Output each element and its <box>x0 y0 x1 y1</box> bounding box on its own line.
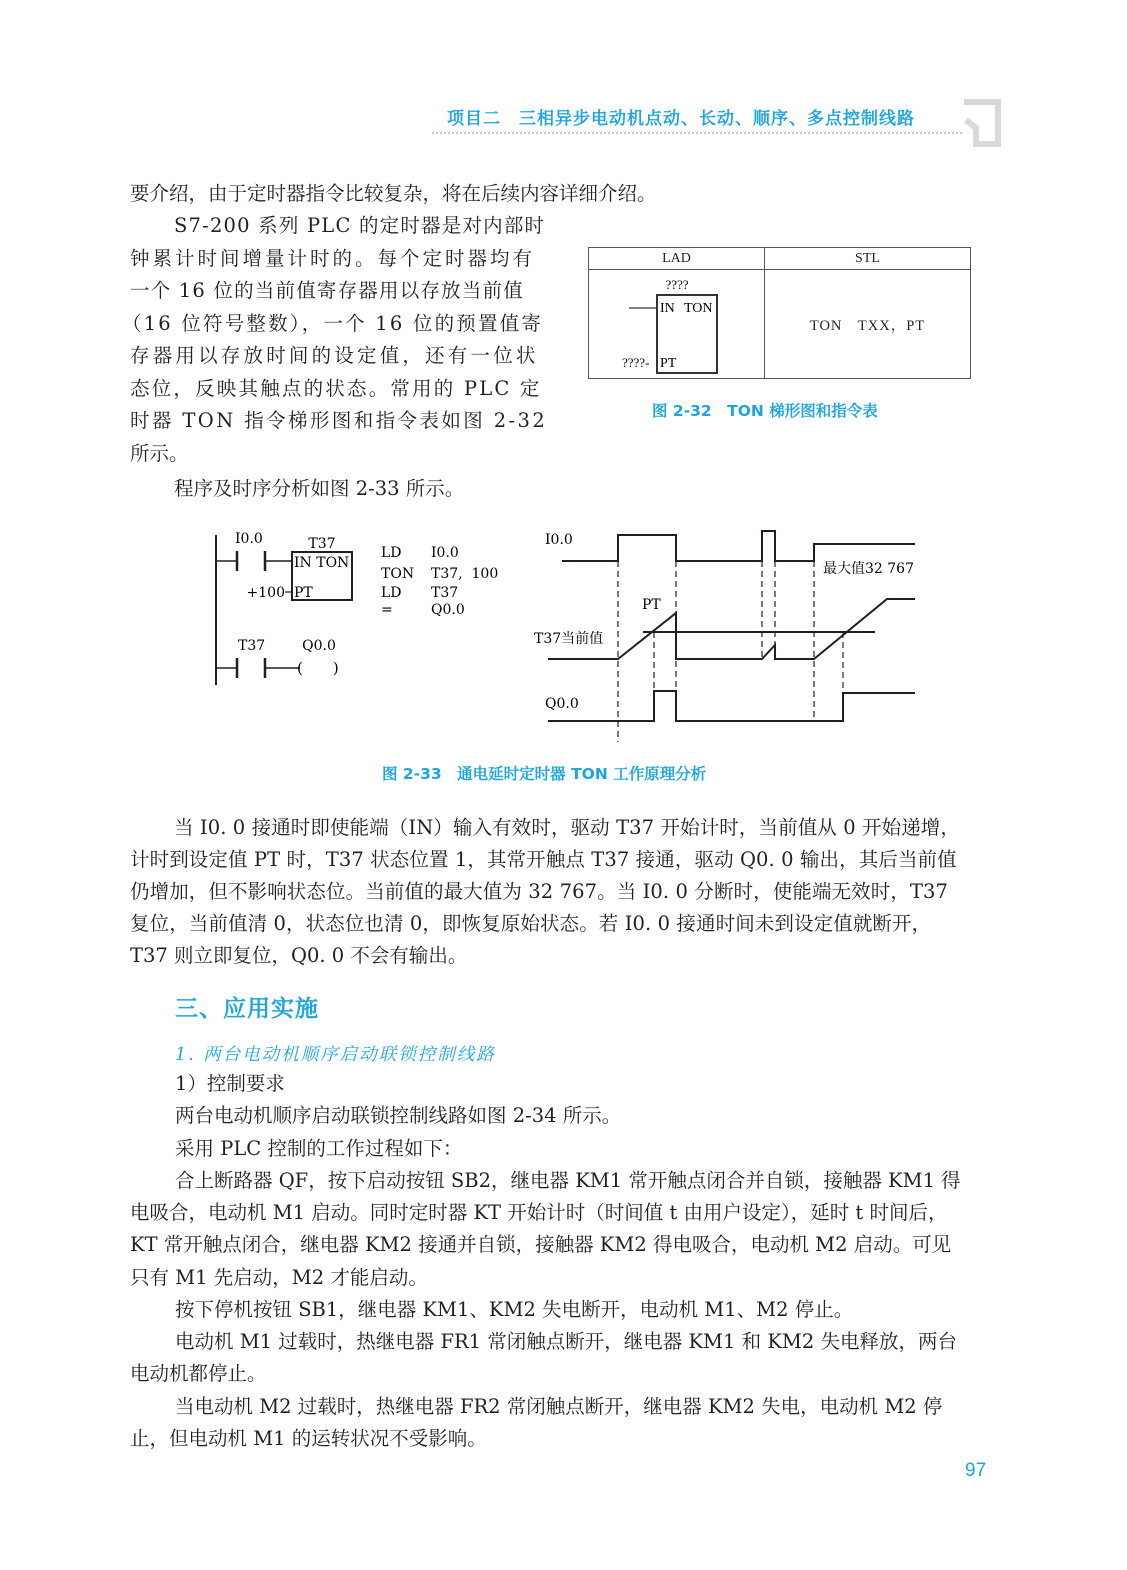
stl-op: LD <box>381 585 402 601</box>
body-line: 只有 M1 先启动，M2 才能启动。 <box>130 1266 428 1289</box>
explanation-line: 计时到设定值 PT 时，T37 状态位置 1，其常开触点 T37 接通，驱动 Q0. 0 输出，其后当前值 <box>130 848 957 871</box>
intro-line: 一个 16 位的当前值寄存器用以存放当前值 <box>130 279 524 302</box>
pt-label: PT <box>642 597 661 613</box>
timer-in-ton: IN TON <box>294 555 350 571</box>
item-heading: 1）控制要求 <box>175 1072 285 1095</box>
t37-signal-label: T37当前值 <box>534 631 604 647</box>
section-paragraph: 两台电动机顺序启动联锁控制线路如图 2-34 所示。 <box>175 1104 622 1127</box>
body-line: 电动机 M1 过载时，热继电器 FR1 常闭触点断开，继电器 KM1 和 KM2 失电释放，两台 <box>175 1330 957 1353</box>
section-heading: 三、应用实施 <box>175 996 319 1022</box>
i00-signal-label: I0.0 <box>545 532 573 548</box>
body-line: KT 常开触点闭合，继电器 KM2 接通并自锁，接触器 KM2 得电吸合，电动机 M2 启动。可见 <box>130 1233 952 1256</box>
in-label: IN <box>660 301 675 316</box>
lad-cell <box>589 270 765 379</box>
pt-value: ????- <box>622 355 650 370</box>
intro-line: S7-200 系列 PLC 的定时器是对内部时 <box>174 214 546 237</box>
page-number: 97 <box>965 1460 987 1481</box>
intro-line: （16 位符号整数），一个 16 位的预置值寄 <box>122 312 544 335</box>
q00-signal-label: Q0.0 <box>545 696 579 712</box>
explanation-line: 仍增加，但不影响状态位。当前值的最大值为 32 767。当 I0. 0 分断时，使能端无效时，T37 <box>130 880 949 903</box>
explanation-line: T37 则立即复位，Q0. 0 不会有输出。 <box>130 944 468 967</box>
i00-waveform <box>562 531 915 561</box>
body-line: 电动机都停止。 <box>130 1362 267 1385</box>
q00-waveform <box>548 691 915 721</box>
header-dotted-rule <box>432 132 962 134</box>
contact-i00-label: I0.0 <box>235 531 263 547</box>
column-header-lad: LAD <box>589 248 765 270</box>
dashed-guides <box>618 561 843 742</box>
max-value-label: 最大值32 767 <box>823 561 914 577</box>
intro-line: 钟累计时间增量计时的。每个定时器均有 <box>130 247 536 270</box>
intro-line: 所示。 <box>130 442 189 465</box>
explanation-line: 复位，当前值清 0，状态位也清 0，即恢复原始状态。若 I0. 0 接通时间未到设定值就断开， <box>130 912 932 935</box>
timer-label: ???? <box>665 277 689 292</box>
coil-q00: ( ) <box>297 659 339 677</box>
figure-2-33-caption: 图 2-33 通电延时定时器 TON 工作原理分析 <box>382 765 707 783</box>
stl-arg: I0.0 <box>431 545 459 561</box>
stl-op: TON <box>381 566 415 582</box>
t37-current-waveform <box>548 599 915 659</box>
stl-arg: Q0.0 <box>431 602 465 618</box>
section-paragraph: 采用 PLC 控制的工作过程如下： <box>175 1137 463 1160</box>
subsection-heading: 1. 两台电动机顺序启动联锁控制线路 <box>175 1045 496 1065</box>
body-line: 电吸合，电动机 M1 启动。同时定时器 KT 开始计时（时间值 t 由用户设定），延时 t 时间后， <box>130 1201 948 1224</box>
stl-op: = <box>381 602 393 618</box>
figure-2-33-timing <box>530 520 930 750</box>
figure-2-33-ladder <box>205 525 515 690</box>
stl-op: LD <box>381 545 402 561</box>
body-line: 止，但电动机 M1 的运转状况不受影响。 <box>130 1427 487 1450</box>
stl-arg: T37 <box>431 585 459 601</box>
program-reference-line: 程序及时序分析如图 2-33 所示。 <box>174 477 465 500</box>
coil-q00-label: Q0.0 <box>302 638 336 654</box>
column-header-stl: STL <box>765 248 971 270</box>
body-line: 当电动机 M2 过载时，热继电器 FR2 常闭触点断开，继电器 KM2 失电，电动机 M2 停 <box>175 1395 943 1418</box>
running-header: 项目二 三相异步电动机点动、长动、顺序、多点控制线路 <box>447 109 915 129</box>
explanation-line: 当 I0. 0 接通时即使能端（IN）输入有效时，驱动 T37 开始计时，当前值从 0 开始递增， <box>174 816 960 839</box>
stl-arg: T37, 100 <box>431 566 499 582</box>
figure-2-32-caption: 图 2-32 TON 梯形图和指令表 <box>652 402 878 420</box>
body-line: 合上断路器 QF，按下启动按钮 SB2，继电器 KM1 常开触点闭合并自锁，接触器 KM1 得 <box>175 1169 961 1192</box>
contact-t37-label: T37 <box>238 638 266 654</box>
timer-t37-label: T37 <box>308 536 336 552</box>
pt-label: PT <box>660 356 677 371</box>
intro-line: 态位，反映其触点的状态。常用的 PLC 定 <box>130 377 542 400</box>
preset-value: +100 <box>246 585 285 601</box>
timer-pt: PT <box>294 585 313 601</box>
body-line: 按下停机按钮 SB1，继电器 KM1、KM2 失电断开，电动机 M1、M2 停止。 <box>175 1298 854 1321</box>
figure-2-32-table <box>588 247 971 379</box>
corner-bracket-icon <box>962 98 1002 148</box>
intro-line: 时器 TON 指令梯形图和指令表如图 2-32 <box>130 409 548 432</box>
intro-line-0: 要介绍，由于定时器指令比较复杂，将在后续内容详细介绍。 <box>130 182 657 205</box>
intro-line: 存器用以存放时间的设定值，还有一位状 <box>130 344 539 367</box>
ton-label: TON <box>684 301 713 316</box>
stl-cell: TON TXX，PT <box>765 270 971 379</box>
